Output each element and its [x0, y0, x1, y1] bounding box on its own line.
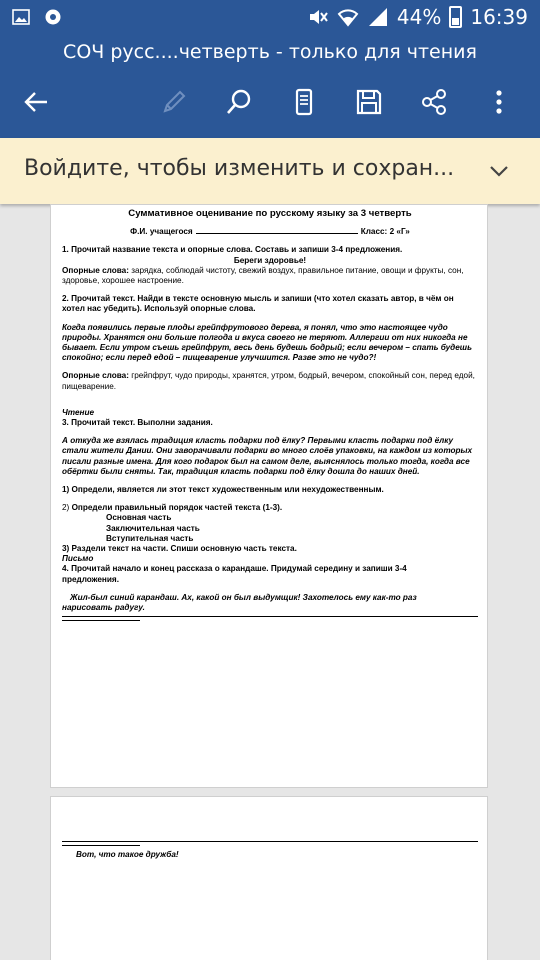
- question-2: [62, 503, 478, 513]
- option-intro-part: Вступительная часть: [106, 533, 194, 543]
- fio-label: Ф.И. учащегося: [130, 227, 193, 237]
- mute-icon: [307, 6, 329, 28]
- doc-title: Суммативное оценивание по русскому языку за 3 четверть: [128, 208, 412, 219]
- back-arrow-icon: [21, 87, 51, 117]
- more-options-button[interactable]: [481, 84, 517, 120]
- task-1: 1. Прочитай название текста и опорные слова. Составь и запиши 3-4 предложения.: [62, 245, 403, 255]
- phone-reading-view-icon: [289, 87, 319, 117]
- share-button[interactable]: [416, 84, 452, 120]
- story-beginning: Жил-был синий карандаш. Ах, какой он был выдумщик! Захотелось ему как-то раз: [70, 592, 417, 602]
- document-page-2: [50, 796, 488, 960]
- task-2-keywords: [62, 371, 478, 391]
- settings-notification-icon: [44, 8, 62, 26]
- task-3-text: А откуда же взялась традиция класть подарки под ёлку? Первыми класть подарки под ёлку стали жители Дании. Они заворачивали подарки во много слоёв упаковки, на каждом из которых писали разные имена. Для кого подарок был на самом деле, выяснялось только тогда, когда все обёртки были сняты. Так, традиция класть подарки под ёлку дошла до наших дней.: [62, 436, 473, 476]
- keywords-list: зарядка, соблюдай чистоту, свежий воздух, правильное питание, овощи и фрукты, сон, здоровье, хорошее настроение.: [62, 265, 464, 286]
- option-main-part: Основная часть: [106, 513, 172, 523]
- keywords-label: Опорные слова:: [62, 371, 129, 381]
- battery-icon: [449, 6, 462, 28]
- task-4: 4. Прочитай начало и конец рассказа о карандаше. Придумай середину и запиши 3-4: [62, 564, 407, 574]
- story-ending: Вот, что такое дружба!: [76, 850, 179, 859]
- battery-percent: 44%: [396, 5, 442, 29]
- class-label: Класс: 2 «Г»: [360, 227, 410, 237]
- question-2-text: Определи правильный порядок частей текста (1-3).: [71, 503, 283, 513]
- status-bar: [0, 0, 540, 38]
- wifi-icon: [337, 6, 359, 28]
- task-3: 3. Прочитай текст. Выполни задания.: [62, 418, 213, 428]
- save-button[interactable]: [351, 84, 387, 120]
- reading-view-button[interactable]: [286, 84, 322, 120]
- back-button[interactable]: [18, 84, 54, 120]
- share-icon: [419, 87, 449, 117]
- task-1-heading: Береги здоровье!: [233, 255, 307, 265]
- signal-icon: [367, 6, 389, 28]
- section-reading: Чтение: [62, 407, 95, 417]
- option-final-part: Заключительная часть: [106, 523, 200, 533]
- question-1: 1) Определи, является ли этот текст художественным или нехудожественным.: [62, 485, 384, 495]
- search-icon: [224, 87, 254, 117]
- answer-line-short: [62, 617, 140, 621]
- task-4-tail: предложения.: [62, 574, 119, 584]
- page-2-content: [62, 838, 478, 860]
- keywords-list: грейпфрут, чудо природы, хранятся, утром, бодрый, вечером, спокойный сон, перед едой, пищеварение.: [62, 371, 475, 391]
- edit-button[interactable]: [156, 84, 192, 120]
- clock: 16:39: [470, 5, 528, 29]
- save-icon: [354, 87, 384, 117]
- sign-in-banner[interactable]: [0, 138, 540, 204]
- story-beginning-cont: нарисовать радугу.: [62, 603, 145, 613]
- app-toolbar: [0, 38, 540, 138]
- page-1-content: [62, 209, 478, 621]
- pencil-icon: [159, 87, 189, 117]
- task-2-text: Когда появились первые плоды грейпфрутового дерева, я понял, что это настоящее чудо природы. Хранятся они больше полгода и вкуса своего не теряют. Аллергии от них никогда не бывает. Если утром съешь грейпфрут, весь день будешь бодрый; если вечером – спать будешь спокойно; если перед едой – пищеварение улучшится. Разве это не чудо?!: [62, 322, 472, 363]
- chevron-down-icon[interactable]: [488, 160, 510, 182]
- question-3: 3) Раздели текст на части. Спиши основную часть текста.: [62, 544, 297, 554]
- student-info-line: [62, 226, 478, 237]
- section-writing: Письмо: [62, 554, 94, 564]
- sign-in-message: Войдите, чтобы изменить и сохран...: [24, 156, 455, 181]
- task-1-keywords: [62, 266, 478, 286]
- name-blank: [196, 226, 358, 234]
- search-button[interactable]: [221, 84, 257, 120]
- document-title: СОЧ русс....четверть - только для чтения: [63, 41, 477, 63]
- gallery-notification-icon: [12, 8, 30, 26]
- keywords-label: Опорные слова:: [62, 265, 129, 275]
- task-2: 2. Прочитай текст. Найди в тексте основную мысль и запиши (что хотел сказать автор, в чём он хотел нас убедить). Используй опорные слова.: [62, 294, 454, 314]
- more-vertical-icon: [484, 87, 514, 117]
- question-2-number: 2): [62, 503, 72, 513]
